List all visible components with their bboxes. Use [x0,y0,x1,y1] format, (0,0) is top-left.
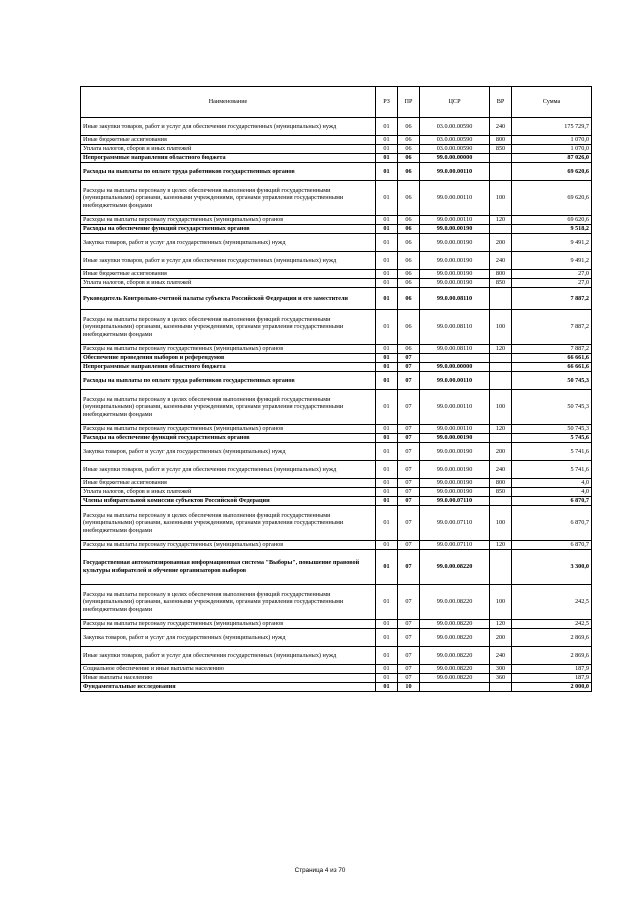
table-row [81,216,592,225]
row-pr: 06 [398,181,420,216]
row-pr: 07 [398,461,420,479]
row-vr [490,163,512,181]
header-sum: Сумма [512,87,592,118]
row-rz: 01 [376,181,398,216]
row-csr: 99.0.00.00000 [420,154,490,163]
row-sum: 6 870,7 [512,541,592,550]
row-pr: 06 [398,270,420,279]
row-csr: 99.0.00.07110 [420,506,490,541]
row-rz: 01 [376,354,398,363]
row-csr: 99.0.00.08220 [420,585,490,620]
row-name: Расходы на выплаты персоналу в целях обеспечения выполнения функций государственными (муниципальными) органами, казенными учреждениями, органами управления государственными внебюджетными фондами [81,310,376,345]
row-csr: 99.0.00.00190 [420,225,490,234]
row-sum: 6 870,7 [512,506,592,541]
page-number: Страница 4 из 70 [294,867,346,874]
row-vr: 100 [490,506,512,541]
table-row [81,390,592,425]
row-csr: 99.0.00.00190 [420,479,490,488]
row-sum: 9 518,2 [512,225,592,234]
row-pr: 07 [398,620,420,629]
row-pr: 07 [398,541,420,550]
row-pr: 06 [398,145,420,154]
row-csr: 99.0.00.00190 [420,252,490,270]
row-vr: 850 [490,488,512,497]
header-csr: ЦСР [420,87,490,118]
row-csr: 03.0.00.00590 [420,118,490,136]
row-pr: 06 [398,252,420,270]
row-vr: 300 [490,665,512,674]
row-vr: 360 [490,674,512,683]
row-rz: 01 [376,461,398,479]
row-pr: 07 [398,479,420,488]
table-row [81,345,592,354]
row-sum: 69 620,6 [512,181,592,216]
row-pr: 06 [398,136,420,145]
row-rz: 01 [376,541,398,550]
row-vr [490,372,512,390]
row-rz: 01 [376,372,398,390]
row-vr: 100 [490,181,512,216]
row-vr: 240 [490,461,512,479]
row-pr: 06 [398,310,420,345]
row-name: Обеспечение проведения выборов и референдумов [81,354,376,363]
row-sum: 50 745,3 [512,425,592,434]
row-name: Расходы на выплаты персоналу государственных (муниципальных) органов [81,541,376,550]
row-csr: 99.0.00.00190 [420,434,490,443]
row-csr: 99.0.00.00190 [420,234,490,252]
row-name: Фундаментальные исследования [81,683,376,692]
row-rz: 01 [376,345,398,354]
row-name: Иные выплаты населению [81,674,376,683]
row-csr: 99.0.00.00000 [420,363,490,372]
row-name: Уплата налогов, сборов и иных платежей [81,488,376,497]
row-vr [490,683,512,692]
row-csr: 99.0.00.00110 [420,163,490,181]
table-row [81,118,592,136]
row-vr: 120 [490,620,512,629]
row-csr: 99.0.00.08220 [420,620,490,629]
row-vr: 200 [490,443,512,461]
row-pr: 07 [398,488,420,497]
row-rz: 01 [376,270,398,279]
row-pr: 07 [398,354,420,363]
row-sum: 2 869,6 [512,647,592,665]
header-vr: ВР [490,87,512,118]
row-sum: 1 070,0 [512,145,592,154]
row-vr: 100 [490,310,512,345]
row-name: Иные закупки товаров, работ и услуг для обеспечения государственных (муниципальных) нужд [81,461,376,479]
header-pr: ПР [398,87,420,118]
row-csr: 99.0.00.00190 [420,461,490,479]
table-row [81,541,592,550]
row-vr [490,434,512,443]
row-csr: 99.0.00.08110 [420,345,490,354]
row-vr: 800 [490,479,512,488]
row-pr: 07 [398,629,420,647]
row-rz: 01 [376,136,398,145]
row-csr: 03.0.00.00590 [420,145,490,154]
row-sum: 50 745,3 [512,390,592,425]
row-rz: 01 [376,234,398,252]
row-name: Иные бюджетные ассигнования [81,479,376,488]
table-row [81,363,592,372]
table-row [81,647,592,665]
row-vr: 240 [490,118,512,136]
table-row [81,181,592,216]
row-vr: 100 [490,390,512,425]
row-csr: 99.0.00.00110 [420,372,490,390]
row-name: Закупка товаров, работ и услуг для государственных (муниципальных) нужд [81,443,376,461]
table-row [81,443,592,461]
row-name: Уплата налогов, сборов и иных платежей [81,145,376,154]
row-vr [490,354,512,363]
table-row [81,683,592,692]
row-rz: 01 [376,225,398,234]
row-rz: 01 [376,434,398,443]
table-row [81,479,592,488]
row-pr: 07 [398,390,420,425]
row-csr: 99.0.00.00110 [420,181,490,216]
row-pr: 07 [398,665,420,674]
row-vr [490,363,512,372]
row-csr: 99.0.00.08220 [420,629,490,647]
row-sum: 242,5 [512,585,592,620]
row-name: Иные закупки товаров, работ и услуг для обеспечения государственных (муниципальных) нужд [81,252,376,270]
row-name: Расходы на выплаты персоналу государственных (муниципальных) органов [81,425,376,434]
row-sum: 4,0 [512,479,592,488]
row-sum: 7 887,2 [512,288,592,310]
row-vr [490,154,512,163]
table-row [81,550,592,585]
row-pr: 06 [398,279,420,288]
row-name: Закупка товаров, работ и услуг для государственных (муниципальных) нужд [81,629,376,647]
row-sum: 66 661,6 [512,354,592,363]
row-pr: 06 [398,216,420,225]
row-pr: 06 [398,345,420,354]
row-vr: 800 [490,136,512,145]
row-csr: 99.0.00.07110 [420,541,490,550]
row-vr [490,497,512,506]
row-vr: 120 [490,541,512,550]
row-sum: 7 887,2 [512,310,592,345]
row-name: Уплата налогов, сборов и иных платежей [81,279,376,288]
row-sum: 9 491,2 [512,234,592,252]
row-csr: 99.0.00.08110 [420,310,490,345]
row-csr [420,354,490,363]
row-rz: 01 [376,620,398,629]
table-row [81,354,592,363]
row-sum: 4,0 [512,488,592,497]
row-sum: 5 741,6 [512,443,592,461]
row-pr: 07 [398,443,420,461]
table-row [81,461,592,479]
row-rz: 01 [376,425,398,434]
row-pr: 06 [398,225,420,234]
header-rz: РЗ [376,87,398,118]
row-vr: 200 [490,629,512,647]
table-row [81,506,592,541]
row-sum: 187,9 [512,674,592,683]
row-sum: 242,5 [512,620,592,629]
table-row [81,252,592,270]
row-vr: 240 [490,647,512,665]
table-row [81,372,592,390]
row-rz: 01 [376,154,398,163]
table-row [81,163,592,181]
row-name: Расходы на выплаты персоналу государственных (муниципальных) органов [81,216,376,225]
row-csr [420,683,490,692]
budget-table [80,86,592,692]
row-pr: 07 [398,363,420,372]
row-csr: 99.0.00.00190 [420,279,490,288]
table-row [81,234,592,252]
row-sum: 27,0 [512,279,592,288]
row-rz: 01 [376,629,398,647]
row-rz: 01 [376,488,398,497]
row-pr: 10 [398,683,420,692]
row-csr: 99.0.00.08110 [420,288,490,310]
row-vr: 240 [490,252,512,270]
row-pr: 07 [398,585,420,620]
row-pr: 06 [398,163,420,181]
row-pr: 07 [398,497,420,506]
table-row [81,310,592,345]
row-rz: 01 [376,443,398,461]
row-rz: 01 [376,585,398,620]
row-name: Социальное обеспечение и иные выплаты населению [81,665,376,674]
row-csr: 99.0.00.00110 [420,425,490,434]
table-row [81,425,592,434]
row-csr: 99.0.00.08220 [420,674,490,683]
row-csr: 99.0.00.08220 [420,550,490,585]
row-name: Расходы на выплаты персоналу в целях обеспечения выполнения функций государственными (муниципальными) органами, казенными учреждениями, органами управления государственными внебюджетными фондами [81,181,376,216]
row-csr: 99.0.00.00110 [420,216,490,225]
table-row [81,136,592,145]
row-rz: 01 [376,288,398,310]
row-name: Государственная автоматизированная информационная система "Выборы", повышение правовой культуры избирателей и обучение организаторов выборов [81,550,376,585]
row-pr: 06 [398,288,420,310]
row-rz: 01 [376,310,398,345]
row-vr: 120 [490,345,512,354]
row-sum: 7 887,2 [512,345,592,354]
row-name: Непрограммные направления областного бюджета [81,154,376,163]
row-rz: 01 [376,674,398,683]
row-rz: 01 [376,647,398,665]
row-sum: 27,0 [512,270,592,279]
row-vr: 850 [490,279,512,288]
row-vr: 120 [490,216,512,225]
row-vr: 200 [490,234,512,252]
row-pr: 06 [398,154,420,163]
row-sum: 66 661,6 [512,363,592,372]
row-pr: 06 [398,234,420,252]
row-pr: 07 [398,434,420,443]
row-name: Расходы на выплаты персоналу государственных (муниципальных) органов [81,620,376,629]
row-csr: 99.0.00.08220 [420,665,490,674]
row-name: Иные бюджетные ассигнования [81,270,376,279]
row-sum: 1 070,0 [512,136,592,145]
row-pr: 07 [398,674,420,683]
table-row [81,434,592,443]
row-rz: 01 [376,550,398,585]
row-sum: 175 729,7 [512,118,592,136]
table-row [81,488,592,497]
row-pr: 07 [398,550,420,585]
row-rz: 01 [376,479,398,488]
row-sum: 2 000,0 [512,683,592,692]
row-name: Непрограммные направления областного бюджета [81,363,376,372]
row-sum: 69 620,6 [512,216,592,225]
row-rz: 01 [376,163,398,181]
row-name: Расходы на выплаты персоналу государственных (муниципальных) органов [81,345,376,354]
row-csr: 99.0.00.00190 [420,270,490,279]
table-row [81,145,592,154]
row-vr [490,225,512,234]
row-name: Иные закупки товаров, работ и услуг для обеспечения государственных (муниципальных) нужд [81,118,376,136]
row-rz: 01 [376,118,398,136]
row-name: Закупка товаров, работ и услуг для государственных (муниципальных) нужд [81,234,376,252]
row-rz: 01 [376,145,398,154]
row-rz: 01 [376,683,398,692]
table-row [81,620,592,629]
row-csr: 03.0.00.00590 [420,136,490,145]
row-sum: 69 620,6 [512,163,592,181]
row-pr: 07 [398,647,420,665]
table-row [81,270,592,279]
row-rz: 01 [376,665,398,674]
row-rz: 01 [376,252,398,270]
table-row [81,288,592,310]
row-vr: 120 [490,425,512,434]
row-sum: 187,9 [512,665,592,674]
row-sum: 9 491,2 [512,252,592,270]
row-name: Расходы на обеспечение функций государственных органов [81,434,376,443]
row-pr: 06 [398,118,420,136]
row-csr: 99.0.00.07110 [420,497,490,506]
row-name: Иные закупки товаров, работ и услуг для обеспечения государственных (муниципальных) нужд [81,647,376,665]
table-row [81,585,592,620]
header-name: Наименование [81,87,376,118]
table-row [81,665,592,674]
row-csr: 99.0.00.08220 [420,647,490,665]
row-vr [490,550,512,585]
row-name: Расходы на выплаты персоналу в целях обеспечения выполнения функций государственными (муниципальными) органами, казенными учреждениями, органами управления государственными внебюджетными фондами [81,506,376,541]
row-rz: 01 [376,390,398,425]
header-row [81,87,592,118]
row-sum: 3 300,0 [512,550,592,585]
row-pr: 07 [398,506,420,541]
row-vr [490,288,512,310]
row-rz: 01 [376,497,398,506]
row-csr: 99.0.00.00190 [420,443,490,461]
row-rz: 01 [376,279,398,288]
table-row [81,225,592,234]
row-vr: 800 [490,270,512,279]
table-row [81,279,592,288]
row-sum: 5 745,6 [512,434,592,443]
row-sum: 6 870,7 [512,497,592,506]
row-csr: 99.0.00.00110 [420,390,490,425]
row-pr: 07 [398,425,420,434]
row-rz: 01 [376,506,398,541]
table-row [81,154,592,163]
row-name: Расходы на выплаты персоналу в целях обеспечения выполнения функций государственными (муниципальными) органами, казенными учреждениями, органами управления государственными внебюджетными фондами [81,390,376,425]
table-row [81,497,592,506]
row-sum: 5 741,6 [512,461,592,479]
row-csr: 99.0.00.00190 [420,488,490,497]
row-rz: 01 [376,363,398,372]
row-pr: 07 [398,372,420,390]
row-name: Расходы на выплаты персоналу в целях обеспечения выполнения функций государственными (муниципальными) органами, казенными учреждениями, органами управления государственными внебюджетными фондами [81,585,376,620]
row-sum: 2 869,6 [512,629,592,647]
row-name: Иные бюджетные ассигнования [81,136,376,145]
table-row [81,674,592,683]
row-sum: 50 745,3 [512,372,592,390]
row-name: Расходы на выплаты по оплате труда работников государственных органов [81,163,376,181]
row-vr: 100 [490,585,512,620]
row-sum: 87 026,0 [512,154,592,163]
row-name: Руководитель Контрольно-счетной палаты субъекта Российской Федерации и его заместители [81,288,376,310]
row-vr: 850 [490,145,512,154]
row-name: Члены избирательной комиссии субъектов Российской Федерации [81,497,376,506]
row-name: Расходы на обеспечение функций государственных органов [81,225,376,234]
table-row [81,629,592,647]
row-rz: 01 [376,216,398,225]
row-name: Расходы на выплаты по оплате труда работников государственных органов [81,372,376,390]
